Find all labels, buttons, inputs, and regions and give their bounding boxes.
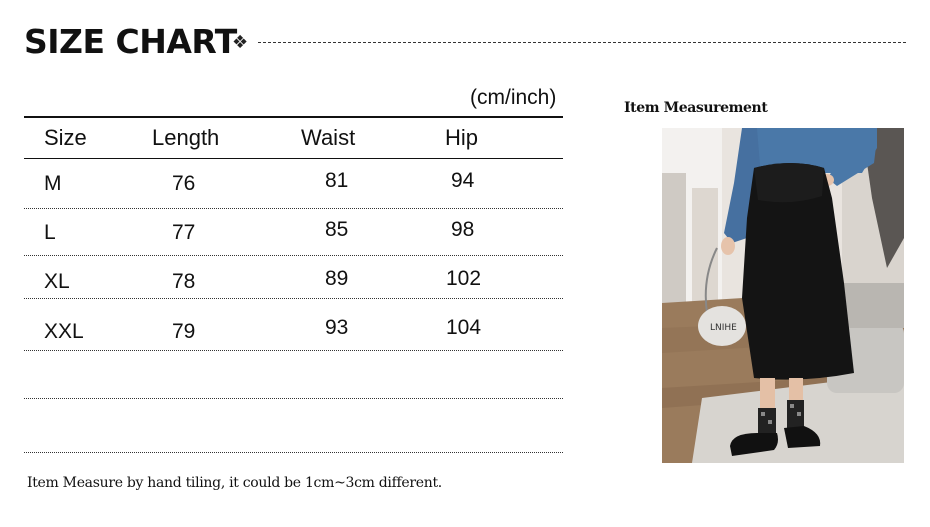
column-header-size: Size (44, 125, 87, 150)
title-dashed-divider (258, 42, 906, 43)
column-header-hip: Hip (445, 125, 479, 150)
bag-logo-text: LNIHE (710, 323, 737, 333)
row-divider (24, 452, 563, 453)
row-divider (24, 208, 563, 209)
waist-cell: 93 (325, 316, 349, 339)
row-divider (24, 298, 563, 299)
size-cell: XXL (44, 320, 84, 343)
size-cell: L (44, 221, 56, 244)
column-header-length: Length (152, 125, 220, 150)
hip-cell: 94 (451, 169, 475, 192)
length-cell: 76 (172, 172, 196, 195)
hip-cell: 104 (446, 316, 482, 339)
model-wearing-black-skirt-photo-icon (662, 128, 904, 463)
size-cell: M (44, 172, 62, 195)
item-measurement-label: Item Measurement (624, 100, 768, 116)
measurement-footnote: Item Measure by hand tiling, it could be 1cm~3cm different. (27, 475, 442, 491)
column-header-waist: Waist (301, 125, 356, 150)
page-title: SIZE CHART (24, 22, 237, 61)
length-cell: 78 (172, 270, 196, 293)
row-divider (24, 255, 563, 256)
diamond-ornament-icon: ❖ (232, 32, 249, 53)
hip-cell: 102 (446, 267, 482, 290)
hip-cell: 98 (451, 218, 475, 241)
length-cell: 77 (172, 221, 196, 244)
row-divider (24, 350, 563, 351)
waist-cell: 81 (325, 169, 349, 192)
table-top-rule (24, 116, 563, 118)
waist-cell: 89 (325, 267, 349, 290)
header-rule (24, 158, 563, 159)
size-cell: XL (44, 270, 70, 293)
model-photo (662, 128, 904, 463)
length-cell: 79 (172, 320, 196, 343)
waist-cell: 85 (325, 218, 349, 241)
unit-label: (cm/inch) (470, 86, 557, 109)
row-divider (24, 398, 563, 399)
